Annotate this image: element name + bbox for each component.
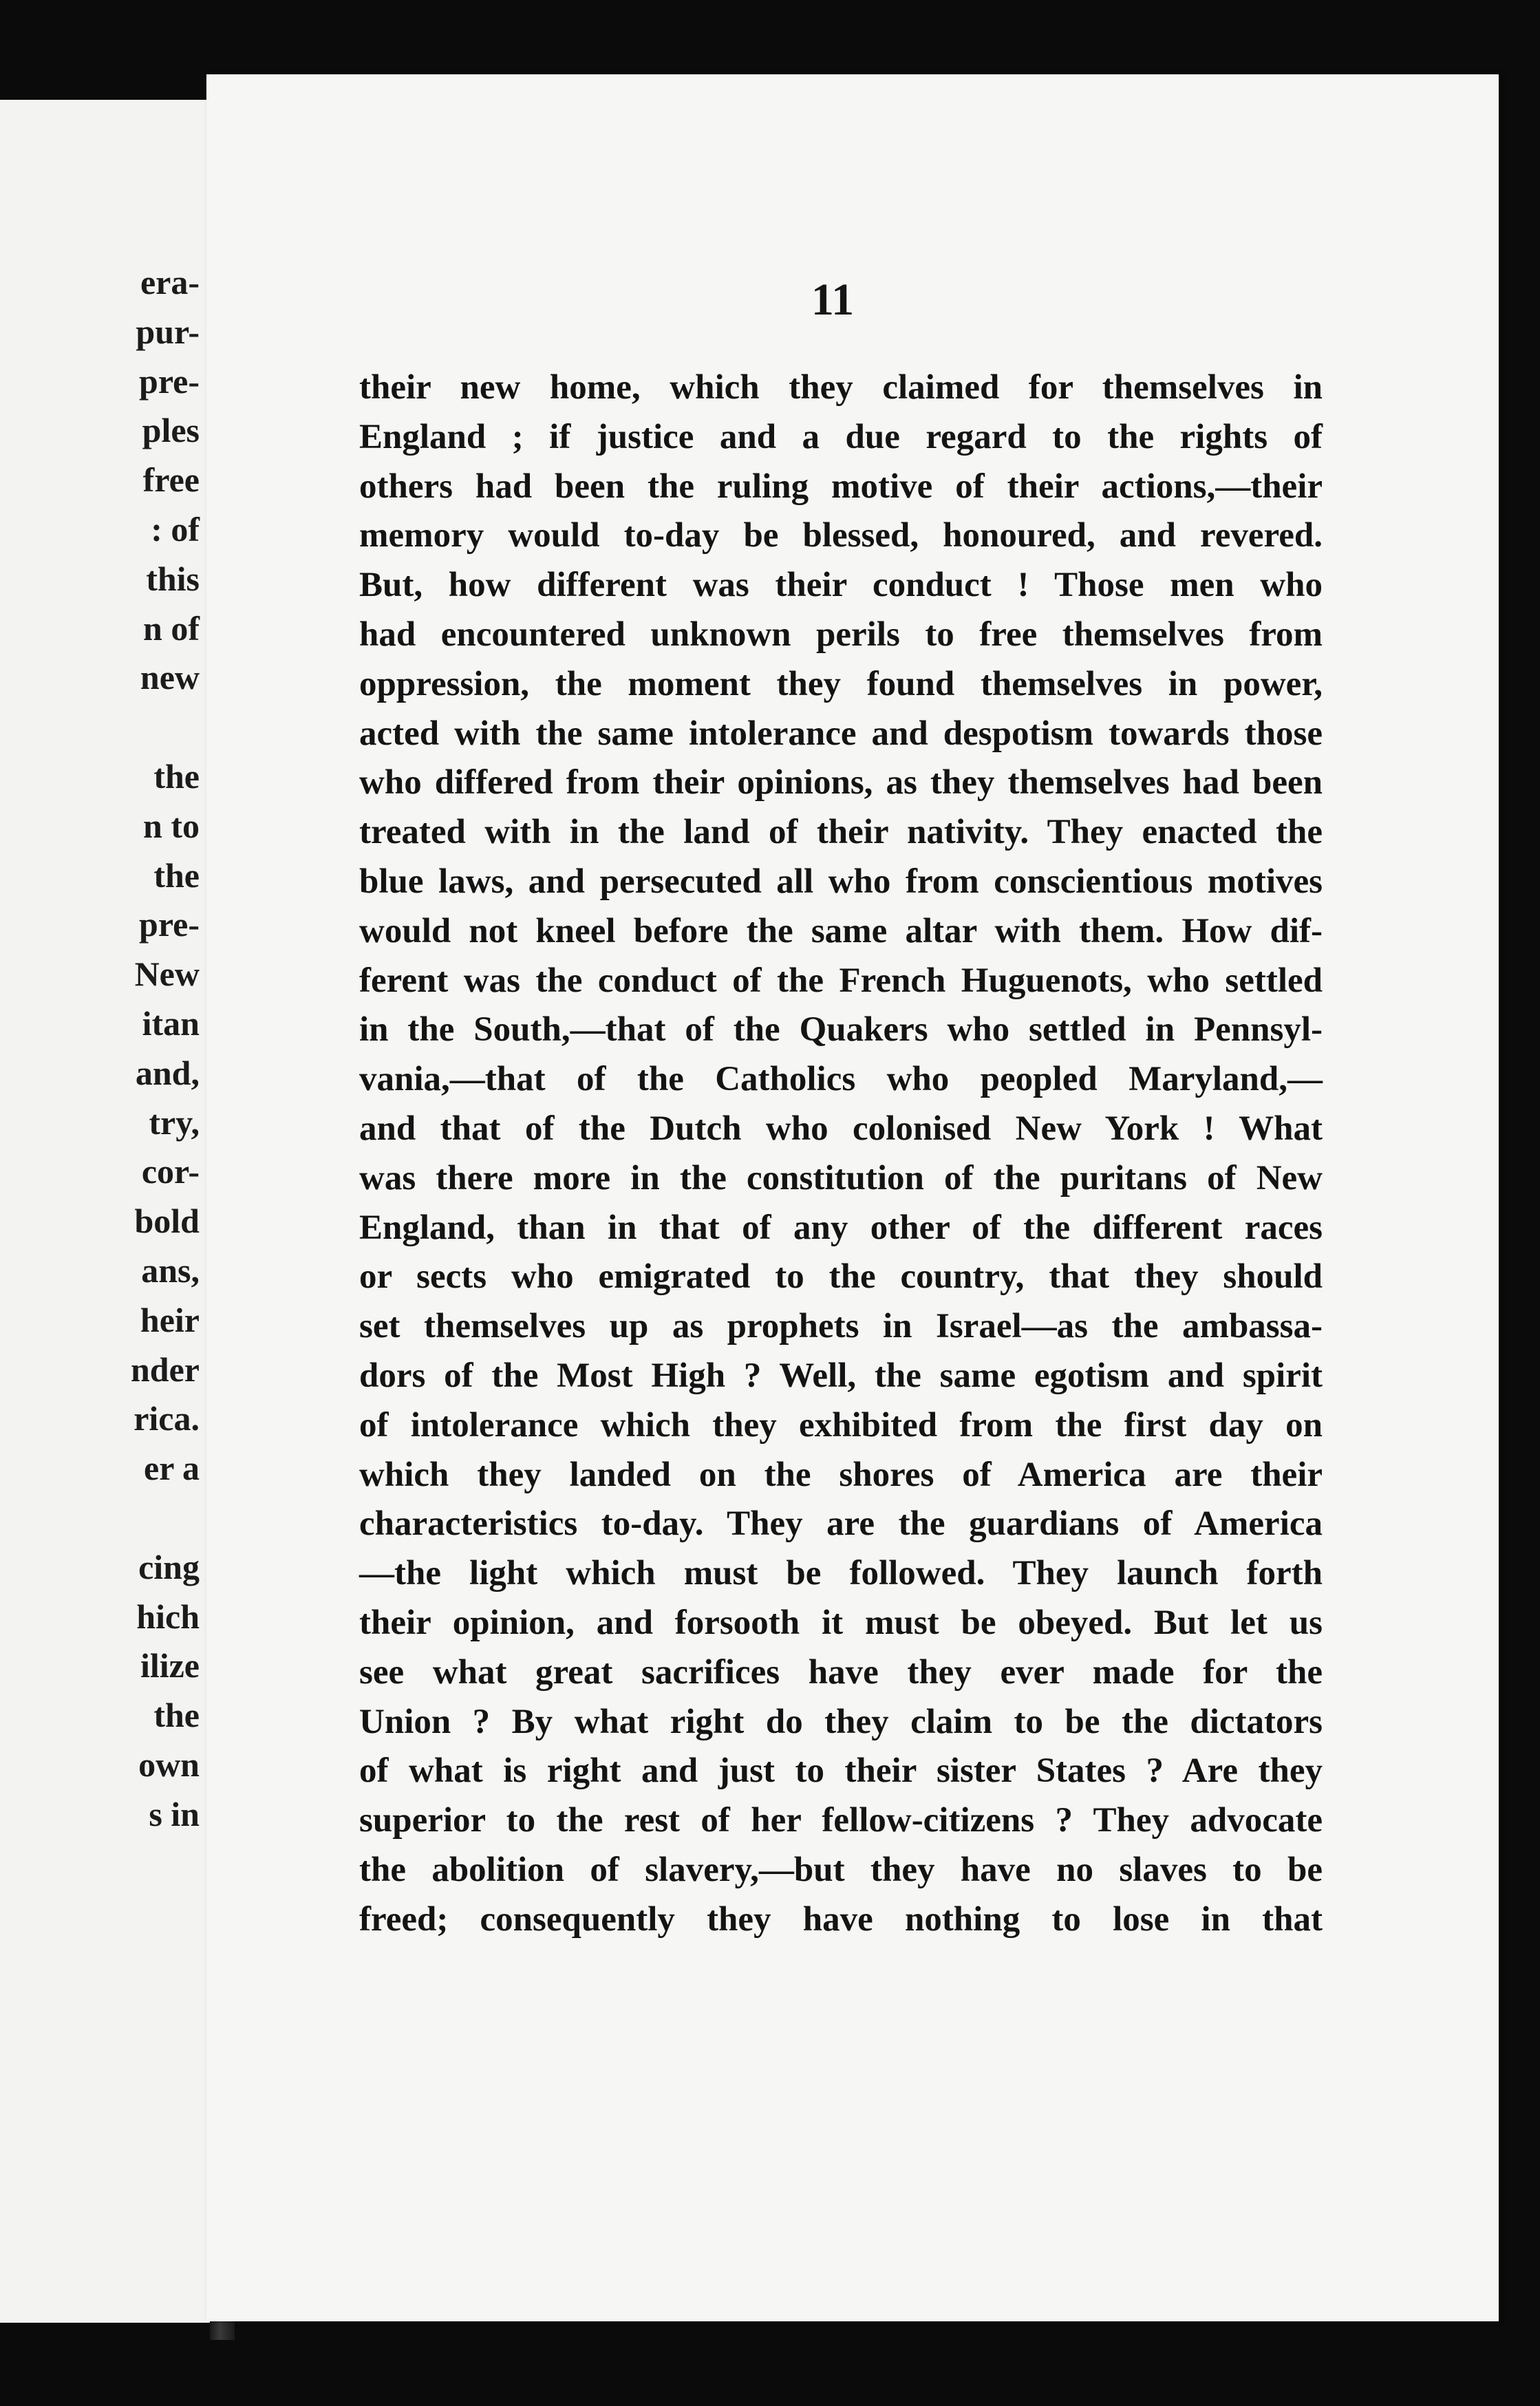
left-fragment-line: own <box>138 1745 200 1784</box>
body-text-line: freed; consequently they have nothing to lose in that <box>359 1899 1323 1939</box>
body-text-line: —the light which must be followed. They launch forth <box>359 1554 1323 1593</box>
body-text-line: who differed from their opinions, as they themselves had been <box>359 763 1323 802</box>
left-fragment-line: s in <box>149 1794 200 1833</box>
left-fragment-line: hich <box>136 1597 200 1636</box>
body-text-line: England, than in that of any other of the different races <box>359 1208 1323 1247</box>
left-fragment-line <box>0 703 200 752</box>
left-fragment-line: and, <box>135 1053 200 1092</box>
left-fragment-line: itan <box>142 1003 200 1043</box>
body-text-line: which they landed on the shores of America are their <box>359 1455 1323 1494</box>
body-text-line: oppression, the moment they found themselves in power, <box>359 664 1323 703</box>
page-body-text <box>359 363 1323 1945</box>
body-text-line: in the South,—that of the Quakers who settled in Pennsyl- <box>359 1010 1323 1050</box>
left-fragment-line: pre- <box>139 361 200 401</box>
body-text-line: Union ? By what right do they claim to be the dictators <box>359 1702 1323 1741</box>
left-fragment-line: pre- <box>139 905 200 944</box>
left-fragment-line: ples <box>142 411 200 450</box>
left-fragment-line: ans, <box>141 1250 200 1290</box>
body-text-line: ferent was the conduct of the French Huguenots, who settled <box>359 961 1323 1000</box>
left-fragment-line: nder <box>131 1350 200 1389</box>
body-text-line: set themselves up as prophets in Israel—as the ambassa- <box>359 1307 1323 1346</box>
left-fragment-line: er a <box>144 1449 200 1488</box>
left-fragment-line: rica. <box>133 1399 200 1438</box>
body-text-line: of intolerance which they exhibited from the first day on <box>359 1405 1323 1445</box>
body-text-line: dors of the Most High ? Well, the same egotism and spirit <box>359 1356 1323 1395</box>
left-fragment-line: heir <box>140 1300 200 1339</box>
body-text-line: blue laws, and persecuted all who from conscientious motives <box>359 862 1323 901</box>
left-fragment-line: ilize <box>140 1646 200 1685</box>
body-text-line: acted with the same intolerance and despotism towards those <box>359 714 1323 753</box>
body-text-line: would not kneel before the same altar with them. How dif- <box>359 911 1323 950</box>
body-text-line: their opinion, and forsooth it must be obeyed. But let us <box>359 1603 1323 1642</box>
left-fragment-line: n to <box>143 806 200 845</box>
left-fragment-line: pur- <box>136 312 200 351</box>
body-text-line: vania,—that of the Catholics who peopled Maryland,— <box>359 1060 1323 1099</box>
left-fragment-line: try, <box>149 1103 200 1142</box>
body-text-line: others had been the ruling motive of their actions,—their <box>359 467 1323 506</box>
left-fragment-line: new <box>140 658 200 697</box>
body-text-line: their new home, which they claimed for themselves in <box>359 368 1323 407</box>
left-fragment-line: bold <box>134 1202 200 1241</box>
body-text-line: had encountered unknown perils to free themselves from <box>359 615 1323 654</box>
left-fragment-line: the <box>153 756 200 796</box>
left-fragment-line: the <box>153 855 200 895</box>
left-fragment-line <box>0 1493 200 1543</box>
body-text-line: or sects who emigrated to the country, that they should <box>359 1257 1323 1297</box>
body-text-line: treated with in the land of their nativity. They enacted the <box>359 813 1323 852</box>
left-page-text-fragments <box>0 258 200 1840</box>
left-fragment-line: era- <box>140 263 200 301</box>
body-text-line: But, how different was their conduct ! Those men who <box>359 566 1323 605</box>
body-text-line: characteristics to-day. They are the guardians of America <box>359 1504 1323 1544</box>
left-fragment-line: n of <box>143 608 200 648</box>
body-text-line: and that of the Dutch who colonised New York ! What <box>359 1109 1323 1148</box>
body-text-line: superior to the rest of her fellow-citizens ? They advocate <box>359 1801 1323 1840</box>
left-fragment-line: this <box>146 559 200 598</box>
left-fragment-line: : of <box>151 509 200 549</box>
left-fragment-line: New <box>134 955 200 994</box>
left-fragment-line: the <box>153 1696 200 1735</box>
body-text-line: see what great sacrifices have they ever made for the <box>359 1652 1323 1692</box>
body-text-line: of what is right and just to their sister States ? Are they <box>359 1752 1323 1791</box>
body-text-line: England ; if justice and a due regard to the rights of <box>359 417 1323 456</box>
left-fragment-line: cing <box>138 1547 200 1586</box>
left-fragment-line: free <box>142 460 200 500</box>
body-text-line: the abolition of slavery,—but they have no slaves to be <box>359 1850 1323 1889</box>
left-fragment-line: cor- <box>141 1152 200 1191</box>
page-number: 11 <box>811 275 855 325</box>
body-text-line: was there more in the constitution of the puritans of New <box>359 1158 1323 1197</box>
body-text-line: memory would to-day be blessed, honoured, and revered. <box>359 516 1323 555</box>
